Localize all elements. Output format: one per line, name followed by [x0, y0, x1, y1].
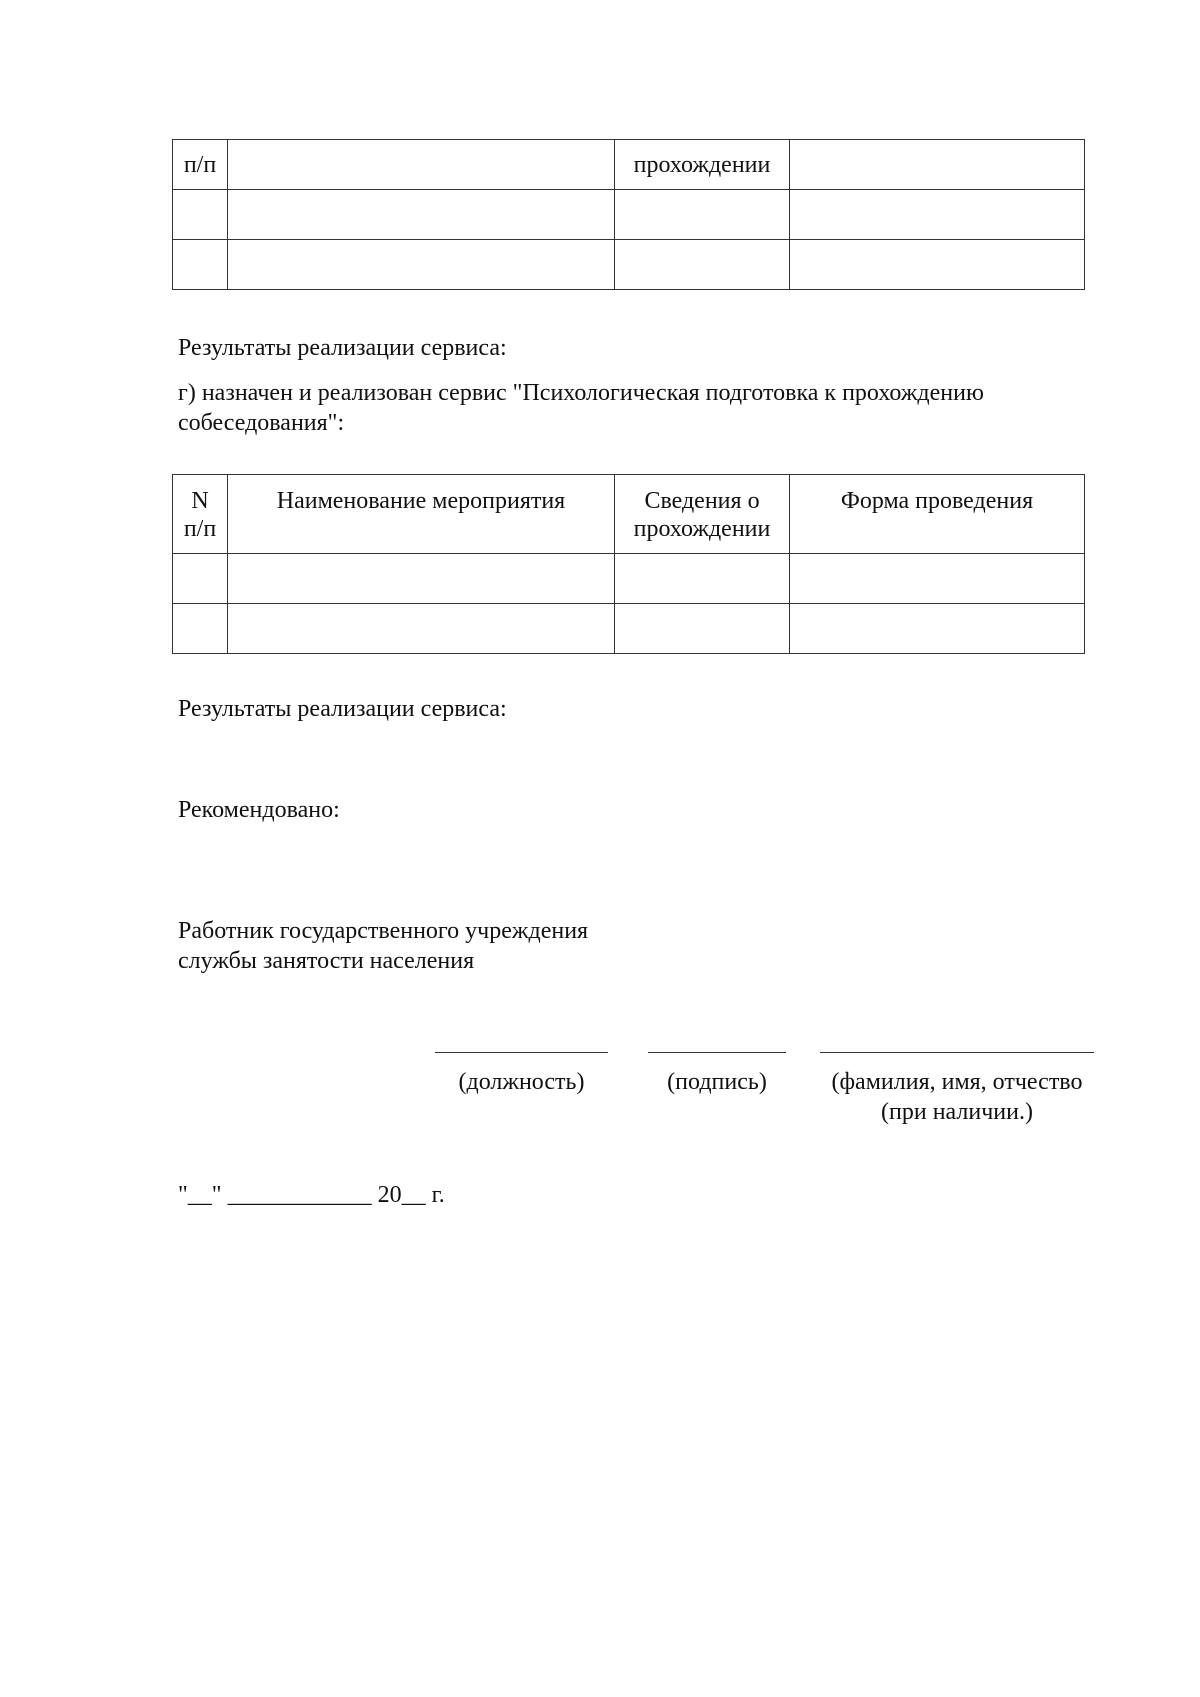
date-line: "__" ____________ 20__ г.	[178, 1182, 445, 1208]
column-header-number	[173, 475, 228, 554]
table-cell: прохождении	[615, 140, 790, 190]
table-cell	[615, 554, 790, 604]
table-row	[173, 604, 1085, 654]
table-cell	[790, 240, 1085, 290]
table-cell	[615, 190, 790, 240]
table-cell	[615, 240, 790, 290]
full-name-signature-line	[820, 1052, 1094, 1053]
service-table	[172, 474, 1085, 654]
table-cell	[790, 140, 1085, 190]
position-signature-line	[435, 1052, 608, 1053]
recommended-label: Рекомендовано:	[178, 797, 340, 823]
table-cell	[228, 240, 615, 290]
table-cell	[615, 604, 790, 654]
table-header-row	[173, 475, 1085, 554]
table-cell	[228, 140, 615, 190]
table-row	[173, 554, 1085, 604]
table-row	[173, 190, 1085, 240]
table-cell: п/п	[173, 140, 228, 190]
table-cell	[228, 554, 615, 604]
signature-line	[648, 1052, 786, 1053]
column-header-name: Наименование мероприятия	[228, 475, 615, 554]
column-header-form: Форма проведения	[790, 475, 1085, 554]
full-name-caption-note: (при наличии.)	[881, 1099, 1033, 1125]
table-continuation	[172, 139, 1085, 290]
section-g-line2: собеседования":	[178, 410, 345, 436]
header-text: прохождении	[633, 516, 771, 542]
table-cell	[173, 554, 228, 604]
employee-line2: службы занятости населения	[178, 948, 475, 974]
table-cell	[173, 604, 228, 654]
table-cell	[173, 190, 228, 240]
table-cell	[228, 604, 615, 654]
table-cell	[790, 190, 1085, 240]
header-text: п/п	[183, 516, 217, 542]
table-row	[173, 240, 1085, 290]
header-text: Сведения о	[644, 488, 760, 514]
table-cell	[790, 554, 1085, 604]
full-name-caption: (фамилия, имя, отчество	[831, 1069, 1083, 1095]
results-label: Результаты реализации сервиса:	[178, 335, 507, 361]
position-caption: (должность)	[458, 1069, 585, 1095]
table-cell	[790, 604, 1085, 654]
section-g-line1: г) назначен и реализован сервис "Психологическая подготовка к прохождению	[178, 380, 984, 406]
employee-line1: Работник государственного учреждения	[178, 918, 589, 944]
results-label: Результаты реализации сервиса:	[178, 696, 507, 722]
signature-caption: (подпись)	[667, 1069, 767, 1095]
table-row	[173, 140, 1085, 190]
table-cell	[228, 190, 615, 240]
header-text: N	[191, 488, 209, 514]
table-cell	[173, 240, 228, 290]
column-header-info	[615, 475, 790, 554]
